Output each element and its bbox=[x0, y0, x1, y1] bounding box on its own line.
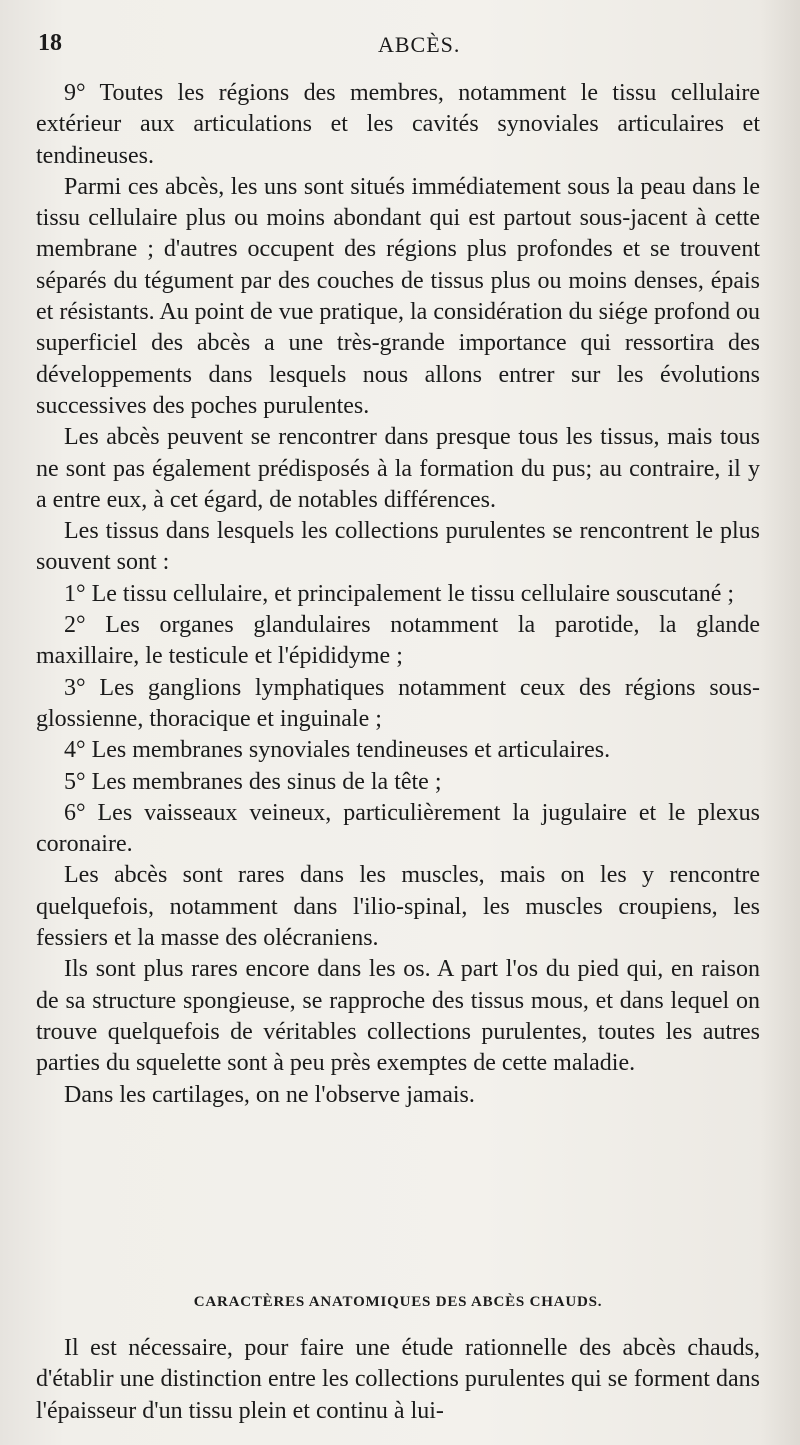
paragraph: Parmi ces abcès, les uns sont situés immédiatement sous la peau dans le tissu cellulaire plus ou moins abondant qui est partout sous-jacent à cette membrane ; d'autres occupent des régions plus profondes et se trouvent séparés du tégument par des couches de tissus plus ou moins denses, épais et résistants. Au point de vue pratique, la considération du siége profond ou superficiel des abcès a une très-grande importance qui ressortira des développements dans lesquels nous allons entrer sur les évolutions successives des poches purulentes. bbox=[36, 173, 760, 419]
section-text bbox=[36, 1333, 760, 1427]
paragraph: 9° Toutes les régions des membres, notamment le tissu cellulaire extérieur aux articulations et les cavités synoviales articulaires et tendineuses. bbox=[36, 80, 760, 169]
section-heading: CARACTÈRES ANATOMIQUES DES ABCÈS CHAUDS. bbox=[193, 1294, 603, 1310]
running-head: ABCÈS. bbox=[378, 32, 461, 57]
main-text bbox=[36, 78, 760, 1111]
paragraph: Ils sont plus rares encore dans les os. A part l'os du pied qui, en raison de sa structure spongieuse, se rapproche des tissus mous, et dans lequel on trouve quelquefois de véritables collections purulentes, toutes les autres parties du squelette sont à peu près exemptes de cette maladie. bbox=[36, 956, 760, 1077]
page-edge-shadow bbox=[760, 0, 800, 1445]
list-item: 5° Les membranes des sinus de la tête ; bbox=[64, 768, 442, 795]
list-item: 6° Les vaisseaux veineux, particulièrement la jugulaire et le plexus coronaire. bbox=[36, 799, 760, 858]
list-item: 3° Les ganglions lymphatiques notamment ceux des régions sous-glossienne, thoracique et inguinale ; bbox=[36, 674, 760, 732]
page-number: 18 bbox=[38, 30, 62, 56]
paragraph: Les tissus dans lesquels les collections purulentes se rencontrent le plus souvent sont : bbox=[36, 518, 760, 576]
page-header bbox=[38, 30, 760, 64]
paragraph: Dans les cartilages, on ne l'observe jamais. bbox=[64, 1081, 475, 1108]
paragraph: Il est nécessaire, pour faire une étude rationnelle des abcès chauds, d'établir une distinction entre les collections purulentes qui se forment dans l'épaisseur d'un tissu plein et continu à lui- bbox=[36, 1335, 760, 1424]
list-item: 4° Les membranes synoviales tendineuses et articulaires. bbox=[64, 737, 611, 764]
list-item: 2° Les organes glandulaires notamment la parotide, la glande maxillaire, le testicule et l'épididyme ; bbox=[36, 612, 760, 670]
paragraph: Les abcès peuvent se rencontrer dans presque tous les tissus, mais tous ne sont pas également prédisposés à la formation du pus; au contraire, il y a entre eux, à cet égard, de notables différences. bbox=[36, 424, 760, 513]
list-item: 1° Le tissu cellulaire, et principalement le tissu cellulaire souscutané ; bbox=[64, 580, 735, 607]
paragraph: Les abcès sont rares dans les muscles, mais on les y rencontre quelquefois, notamment dans l'ilio-spinal, les muscles croupiens, les fessiers et la masse des olécraniens. bbox=[36, 862, 760, 952]
